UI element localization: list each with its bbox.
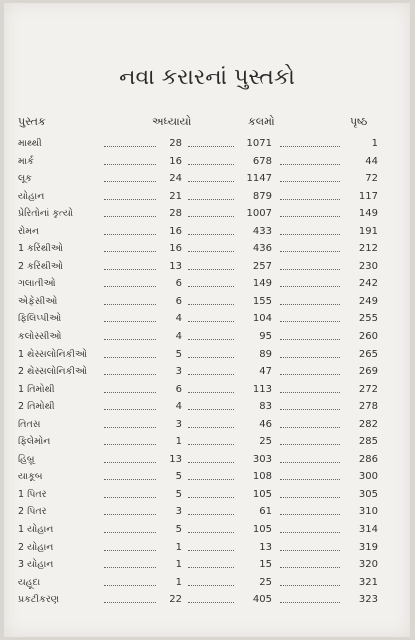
header-book: પુસ્તક <box>18 115 46 128</box>
dot-leader <box>188 251 234 252</box>
chapter-count: 13 <box>169 453 182 465</box>
dot-leader <box>104 234 156 235</box>
dot-leader <box>104 427 156 428</box>
table-row <box>4 591 410 609</box>
dot-leader <box>188 304 234 305</box>
dot-leader <box>104 181 156 182</box>
table-row <box>4 188 410 206</box>
verse-count: 13 <box>259 541 272 553</box>
dot-leader <box>280 409 340 410</box>
dot-leader <box>280 550 340 551</box>
verse-count: 1147 <box>246 173 272 185</box>
book-name: ફિલેમોન <box>18 436 51 448</box>
dot-leader <box>188 409 234 410</box>
dot-leader <box>188 181 234 182</box>
chapter-count: 6 <box>175 278 182 290</box>
dot-leader <box>280 497 340 498</box>
verse-count: 113 <box>252 383 272 395</box>
page-number: 1 <box>371 138 378 149</box>
dot-leader <box>280 146 340 147</box>
dot-leader <box>104 444 156 445</box>
dot-leader <box>280 532 340 533</box>
table-row <box>4 135 410 153</box>
dot-leader <box>104 514 156 515</box>
page-number: 310 <box>358 506 378 518</box>
dot-leader <box>188 216 234 217</box>
dot-leader <box>188 550 234 551</box>
verse-count: 95 <box>259 331 272 343</box>
table-row <box>4 416 410 434</box>
page-number: 300 <box>358 471 378 483</box>
dot-leader <box>280 321 340 322</box>
book-name: પ્રેરિતોનાં કૃત્યો <box>18 208 74 220</box>
chapter-count: 21 <box>169 190 182 202</box>
dot-leader <box>280 374 340 375</box>
dot-leader <box>280 286 340 287</box>
table-row <box>4 398 410 416</box>
dot-leader <box>104 304 156 305</box>
table-row <box>4 574 410 592</box>
book-name: 3 યોહાન <box>18 559 54 571</box>
dot-leader <box>188 164 234 165</box>
dot-leader <box>104 216 156 217</box>
verse-count: 25 <box>259 436 272 448</box>
dot-leader <box>104 374 156 375</box>
page-number: 242 <box>358 278 378 290</box>
dot-leader <box>280 216 340 217</box>
chapter-count: 1 <box>175 436 182 448</box>
dot-leader <box>104 497 156 498</box>
dot-leader <box>188 585 234 586</box>
chapter-count: 4 <box>175 313 182 325</box>
header-chapters: અધ્યાયો <box>152 115 192 128</box>
chapter-count: 24 <box>169 173 182 185</box>
chapter-count: 1 <box>175 576 182 588</box>
page-number: 249 <box>358 295 378 307</box>
verse-count: 108 <box>252 471 272 483</box>
table-row <box>4 153 410 171</box>
page-number: 72 <box>365 173 378 185</box>
dot-leader <box>104 286 156 287</box>
verse-count: 61 <box>259 506 272 518</box>
dot-leader <box>188 497 234 498</box>
table-row <box>4 486 410 504</box>
dot-leader <box>188 269 234 270</box>
dot-leader <box>104 550 156 551</box>
verse-count: 89 <box>259 348 272 360</box>
table-row <box>4 170 410 188</box>
dot-leader <box>188 321 234 322</box>
page-number: 230 <box>358 260 378 272</box>
dot-leader <box>188 392 234 393</box>
verse-count: 47 <box>259 366 272 378</box>
dot-leader <box>104 146 156 147</box>
dot-leader <box>188 234 234 235</box>
dot-leader <box>104 321 156 322</box>
chapter-count: 22 <box>169 594 182 606</box>
dot-leader <box>104 392 156 393</box>
verse-count: 155 <box>252 295 272 307</box>
books-table <box>4 135 410 609</box>
chapter-count: 1 <box>175 559 182 571</box>
chapter-count: 13 <box>169 260 182 272</box>
verse-count: 879 <box>252 190 272 202</box>
dot-leader <box>104 339 156 340</box>
chapter-count: 3 <box>175 366 182 378</box>
dot-leader <box>104 567 156 568</box>
dot-leader <box>280 585 340 586</box>
dot-leader <box>188 357 234 358</box>
page-number: 321 <box>358 576 378 588</box>
verse-count: 1071 <box>246 138 272 149</box>
verse-count: 1007 <box>246 208 272 220</box>
page-number: 319 <box>358 541 378 553</box>
table-row <box>4 556 410 574</box>
page-number: 272 <box>358 383 378 395</box>
dot-leader <box>280 234 340 235</box>
table-row <box>4 310 410 328</box>
dot-leader <box>280 357 340 358</box>
verse-count: 433 <box>252 225 272 237</box>
page-number: 286 <box>358 453 378 465</box>
table-row <box>4 240 410 258</box>
book-name: એફેસીઓ <box>18 295 58 307</box>
page-number: 265 <box>358 348 378 360</box>
chapter-count: 6 <box>175 295 182 307</box>
book-name: 2 પિતર <box>18 506 47 518</box>
book-name: માર્ક <box>18 155 34 167</box>
dot-leader <box>104 462 156 463</box>
dot-leader <box>104 532 156 533</box>
verse-count: 405 <box>252 594 272 606</box>
chapter-count: 1 <box>175 541 182 553</box>
dot-leader <box>280 269 340 270</box>
chapter-count: 4 <box>175 331 182 343</box>
chapter-count: 16 <box>169 155 182 167</box>
book-name: 2 થેસ્સલોનિકીઓ <box>18 366 88 378</box>
page-number: 44 <box>365 155 378 167</box>
dot-leader <box>104 602 156 603</box>
page-number: 314 <box>358 524 378 536</box>
dot-leader <box>104 199 156 200</box>
book-name: 1 યોહાન <box>18 524 54 536</box>
dot-leader <box>188 199 234 200</box>
dot-leader <box>280 304 340 305</box>
verse-count: 104 <box>252 313 272 325</box>
header-page: પૃષ્ઠ <box>350 115 368 128</box>
table-row <box>4 433 410 451</box>
dot-leader <box>104 164 156 165</box>
table-row <box>4 451 410 469</box>
book-name: હિબ્રૂ <box>18 453 35 465</box>
book-name: કલોસ્સીઓ <box>18 331 62 343</box>
verse-count: 25 <box>259 576 272 588</box>
verse-count: 303 <box>252 453 272 465</box>
dot-leader <box>104 269 156 270</box>
page-number: 320 <box>358 559 378 571</box>
page-number: 255 <box>358 313 378 325</box>
dot-leader <box>280 181 340 182</box>
book-name: યોહાન <box>18 190 45 202</box>
book-name: યહૂદા <box>18 576 41 588</box>
dot-leader <box>280 339 340 340</box>
chapter-count: 6 <box>175 383 182 395</box>
page-number: 278 <box>358 401 378 413</box>
book-name: 2 યોહાન <box>18 541 54 553</box>
chapter-count: 28 <box>169 208 182 220</box>
dot-leader <box>188 427 234 428</box>
dot-leader <box>188 444 234 445</box>
dot-leader <box>188 479 234 480</box>
dot-leader <box>188 462 234 463</box>
chapter-count: 4 <box>175 401 182 413</box>
book-name: 1 થેસ્સલોનિકીઓ <box>18 348 88 360</box>
dot-leader <box>280 462 340 463</box>
verse-count: 436 <box>252 243 272 255</box>
table-row <box>4 258 410 276</box>
chapter-count: 5 <box>175 488 182 500</box>
dot-leader <box>280 392 340 393</box>
dot-leader <box>280 567 340 568</box>
book-name: માથ્થી <box>18 138 42 149</box>
table-row <box>4 328 410 346</box>
book-name: 1 પિતર <box>18 488 47 500</box>
table-row <box>4 363 410 381</box>
dot-leader <box>280 199 340 200</box>
header-verses: કલમો <box>248 115 275 128</box>
verse-count: 105 <box>252 488 272 500</box>
dot-leader <box>104 479 156 480</box>
table-row <box>4 381 410 399</box>
chapter-count: 16 <box>169 243 182 255</box>
book-name: 1 તિમોથી <box>18 383 55 395</box>
dot-leader <box>188 514 234 515</box>
page-number: 212 <box>358 243 378 255</box>
dot-leader <box>188 146 234 147</box>
table-row <box>4 468 410 486</box>
verse-count: 678 <box>252 155 272 167</box>
dot-leader <box>188 567 234 568</box>
page-number: 282 <box>358 418 378 430</box>
book-name: યાકૂબ <box>18 471 43 483</box>
table-row <box>4 503 410 521</box>
table-row <box>4 223 410 241</box>
dot-leader <box>280 427 340 428</box>
table-row <box>4 521 410 539</box>
table-row <box>4 346 410 364</box>
book-name: લૂક <box>18 173 32 185</box>
table-row <box>4 275 410 293</box>
book-name: ફિલિપ્પીઓ <box>18 313 62 325</box>
dot-leader <box>280 602 340 603</box>
page-number: 269 <box>358 366 378 378</box>
dot-leader <box>280 164 340 165</box>
page-number: 260 <box>358 331 378 343</box>
book-name: તિતસ <box>18 418 41 430</box>
dot-leader <box>104 357 156 358</box>
table-row <box>4 293 410 311</box>
chapter-count: 5 <box>175 471 182 483</box>
verse-count: 46 <box>259 418 272 430</box>
book-page <box>4 3 410 637</box>
dot-leader <box>104 585 156 586</box>
page-title: નવા કરારનાં પુસ્તકો <box>119 65 295 90</box>
page-number: 305 <box>358 488 378 500</box>
dot-leader <box>280 444 340 445</box>
page-number: 191 <box>358 225 378 237</box>
chapter-count: 5 <box>175 348 182 360</box>
chapter-count: 5 <box>175 524 182 536</box>
dot-leader <box>104 409 156 410</box>
dot-leader <box>280 251 340 252</box>
table-row <box>4 539 410 557</box>
dot-leader <box>280 479 340 480</box>
page-number: 323 <box>358 594 378 606</box>
chapter-count: 3 <box>175 506 182 518</box>
dot-leader <box>188 532 234 533</box>
book-name: 2 તિમોથી <box>18 401 55 413</box>
page-number: 285 <box>358 436 378 448</box>
verse-count: 15 <box>259 559 272 571</box>
book-name: રોમન <box>18 225 40 237</box>
verse-count: 149 <box>252 278 272 290</box>
chapter-count: 28 <box>169 138 182 149</box>
book-name: 1 કરિંથીઓ <box>18 243 63 255</box>
chapter-count: 3 <box>175 418 182 430</box>
verse-count: 105 <box>252 524 272 536</box>
page-number: 149 <box>358 208 378 220</box>
chapter-count: 16 <box>169 225 182 237</box>
verse-count: 257 <box>252 260 272 272</box>
book-name: પ્રકટીકરણ <box>18 594 60 606</box>
dot-leader <box>104 251 156 252</box>
book-name: 2 કરિંથીઓ <box>18 260 63 272</box>
dot-leader <box>280 514 340 515</box>
book-name: ગલાતીઓ <box>18 278 56 290</box>
dot-leader <box>188 339 234 340</box>
dot-leader <box>188 374 234 375</box>
dot-leader <box>188 602 234 603</box>
dot-leader <box>188 286 234 287</box>
verse-count: 83 <box>259 401 272 413</box>
page-number: 117 <box>358 190 378 202</box>
table-row <box>4 205 410 223</box>
